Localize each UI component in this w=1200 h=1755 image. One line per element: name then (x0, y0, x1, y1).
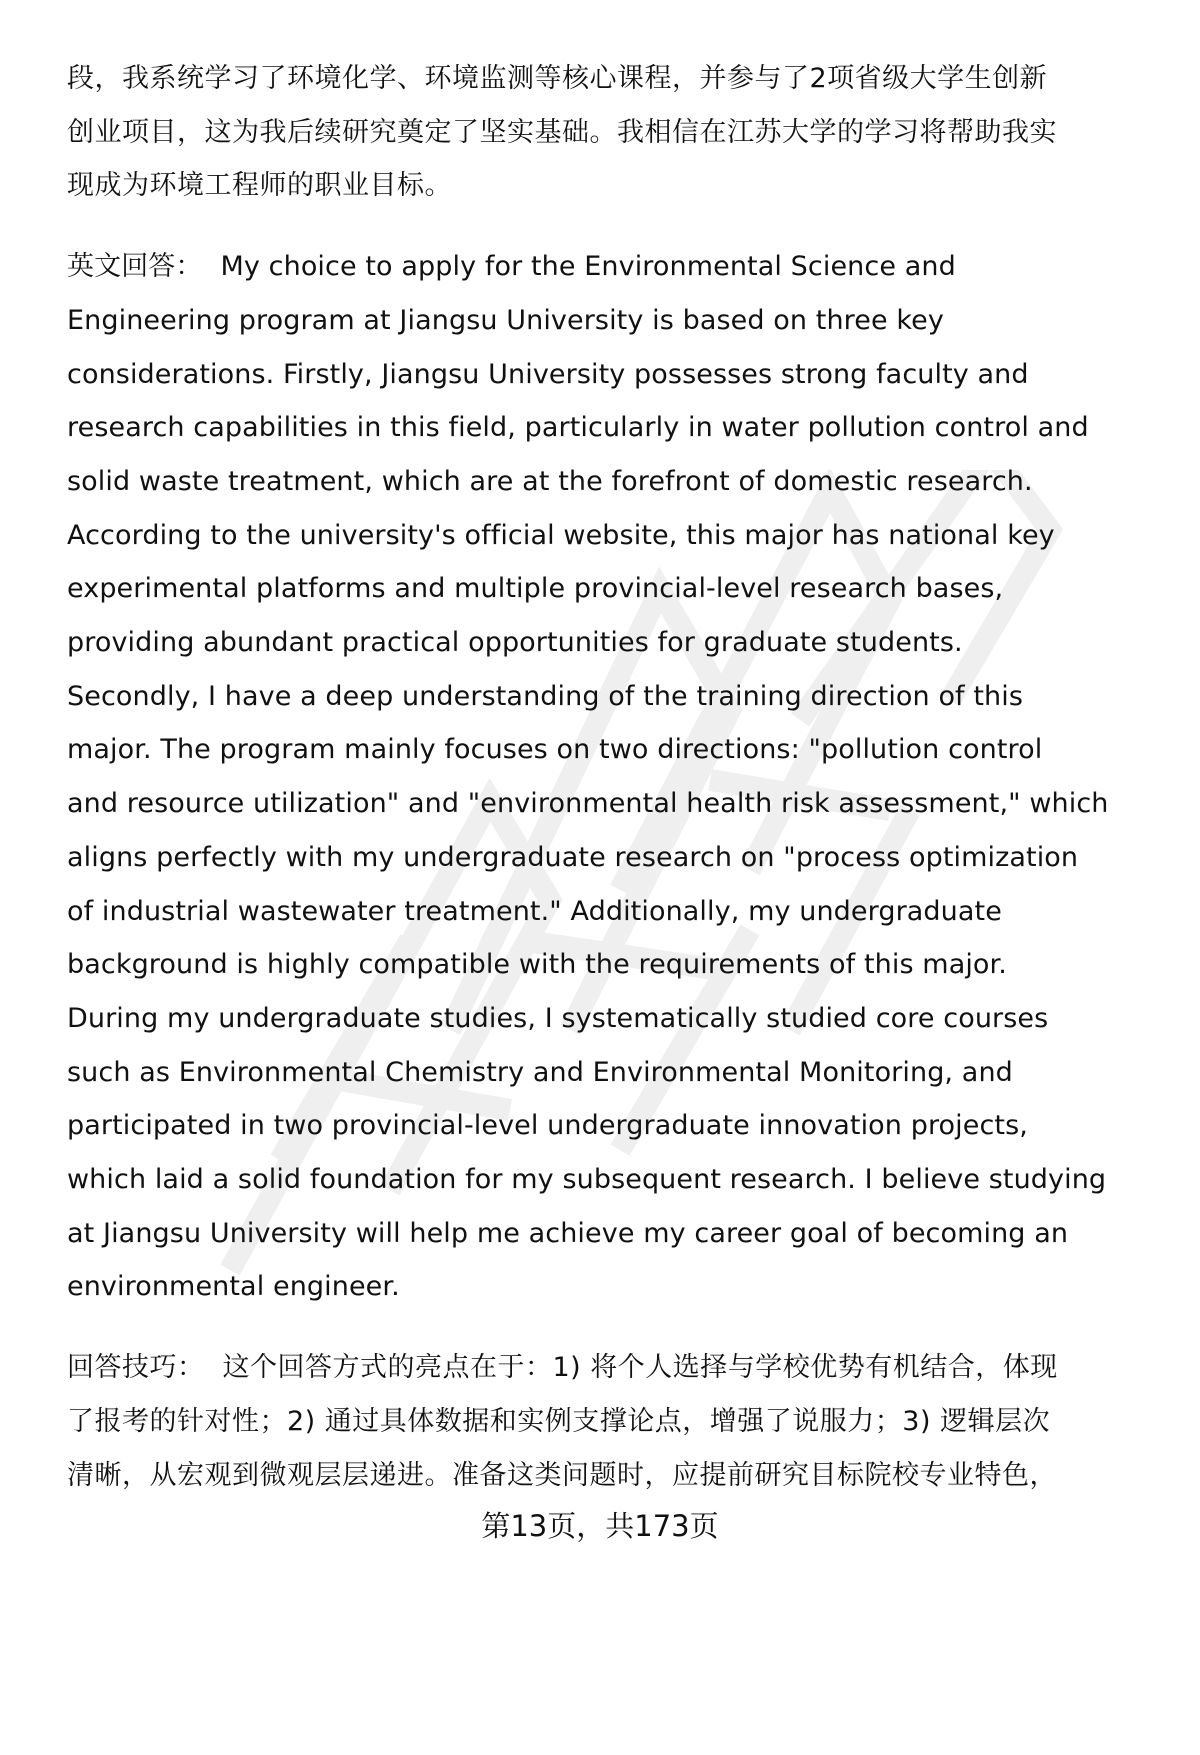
text-line: 清晰，从宏观到微观层层递进。准备这类问题时，应提前研究目标院校专业特色， (67, 1459, 1057, 1491)
text-segment: 这个回答方式的亮点在于：1) 将个人选择与学校优势有机结合，体现 (222, 1352, 1058, 1384)
text-line: aligns perfectly with my undergraduate research on "process optimization (67, 841, 1079, 873)
text-line: such as Environmental Chemistry and Environmental Monitoring, and (67, 1056, 1013, 1088)
english-answer-paragraph (67, 240, 1157, 1314)
text-line: solid waste treatment, which are at the forefront of domestic research. (67, 465, 1033, 497)
text-line (67, 1341, 1157, 1395)
text-line: experimental platforms and multiple provincial-level research bases, (67, 573, 1004, 605)
answer-tips-paragraph (67, 1341, 1157, 1502)
text-line: 现成为环境工程师的职业目标。 (67, 170, 452, 202)
text-line: research capabilities in this field, particularly in water pollution control and (67, 412, 1089, 444)
text-line: major. The program mainly focuses on two directions: "pollution control (67, 734, 1043, 766)
text-line: According to the university's official website, this major has national key (67, 519, 1055, 551)
text-line: Secondly, I have a deep understanding of the training direction of this (67, 680, 1024, 712)
text-line: background is highly compatible with the requirements of this major. (67, 949, 1007, 981)
text-line: of industrial wastewater treatment." Additionally, my undergraduate (67, 895, 1002, 927)
english-answer-label: 英文回答： (67, 251, 203, 283)
text-segment: My choice to apply for the Environmental Science and (220, 251, 956, 283)
text-line: and resource utilization" and "environmental health risk assessment," which (67, 788, 1109, 820)
text-line: considerations. Firstly, Jiangsu University possesses strong faculty and (67, 358, 1029, 390)
text-line: at Jiangsu University will help me achieve my career goal of becoming an (67, 1217, 1069, 1249)
text-line: 段，我系统学习了环境化学、环境监测等核心课程，并参与了2项省级大学生创新 (67, 63, 1048, 94)
page-number-footer: 第13页，共173页 (481, 1509, 719, 1543)
document-body (67, 52, 1157, 1502)
text-line: 创业项目，这为我后续研究奠定了坚实基础。我相信在江苏大学的学习将帮助我实 (67, 116, 1057, 148)
text-line: Engineering program at Jiangsu University is based on three key (67, 304, 944, 336)
text-line: environmental engineer. (67, 1271, 400, 1303)
text-line: which laid a solid foundation for my subsequent research. I believe studying (67, 1164, 1107, 1196)
answer-tips-label: 回答技巧： (67, 1352, 205, 1384)
text-line (67, 240, 1157, 294)
text-line: participated in two provincial-level undergraduate innovation projects, (67, 1110, 1028, 1142)
text-line: 了报考的针对性；2) 通过具体数据和实例支撑论点，增强了说服力；3) 逻辑层次 (67, 1405, 1051, 1437)
intro-paragraph (67, 52, 1157, 213)
text-line: providing abundant practical opportunities for graduate students. (67, 627, 963, 659)
text-line: During my undergraduate studies, I systematically studied core courses (67, 1002, 1049, 1034)
